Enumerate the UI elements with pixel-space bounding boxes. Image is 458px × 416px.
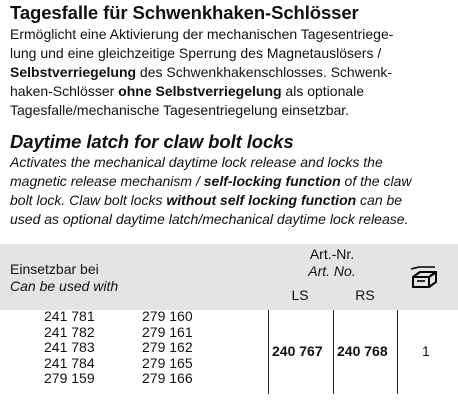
german-title: Tagesfalle für Schwenkhaken-Schlösser bbox=[10, 2, 359, 23]
english-line-2-rest: of the claw bbox=[340, 173, 412, 189]
compatible-number: 241 784 bbox=[44, 354, 95, 371]
english-bold-self-locking: self-locking function bbox=[203, 173, 341, 189]
compatible-list-1 bbox=[44, 309, 95, 387]
usable-with-label-de: Einsetzbar bei bbox=[10, 261, 99, 277]
divider-between-ls-rs bbox=[333, 310, 334, 394]
german-bold-without-self-locking: ohne Selbstverriegelung bbox=[118, 83, 282, 99]
english-line-3 bbox=[10, 191, 456, 210]
german-line-4 bbox=[10, 82, 454, 101]
compatible-number: 279 159 bbox=[44, 370, 95, 386]
package-icon bbox=[409, 265, 441, 291]
german-description bbox=[10, 25, 454, 120]
german-line-3 bbox=[10, 63, 454, 82]
compatible-number: 279 165 bbox=[142, 354, 193, 371]
german-line-3-rest: des Schwenkhakenschlosses. Schwenk- bbox=[136, 64, 393, 80]
compatible-number: 279 161 bbox=[142, 323, 193, 340]
english-line-4: used as optional daytime latch/mechanical daytime lock release. bbox=[10, 211, 409, 227]
english-line-1: Activates the mechanical daytime lock release and locks the bbox=[10, 154, 383, 170]
ls-article-number: 240 767 bbox=[272, 343, 323, 359]
divider-before-ls bbox=[268, 310, 269, 394]
compatible-number: 241 783 bbox=[44, 339, 95, 355]
english-line-3-rest: can be bbox=[356, 192, 403, 208]
compatible-list-2 bbox=[142, 309, 193, 387]
compatible-number: 279 166 bbox=[142, 370, 193, 386]
english-description bbox=[10, 153, 456, 229]
package-quantity: 1 bbox=[422, 343, 430, 359]
compatible-number: 279 160 bbox=[142, 308, 193, 324]
compatible-number: 241 782 bbox=[44, 323, 95, 340]
english-bold-without-self-locking: without self locking function bbox=[166, 192, 357, 208]
english-line-2-start: magnetic release mechanism / bbox=[10, 173, 204, 189]
english-line-3-start: bolt lock. Claw bolt locks bbox=[10, 192, 167, 208]
german-line-4-rest: als optionale bbox=[281, 83, 365, 99]
german-bold-self-locking: Selbstverriegelung bbox=[10, 64, 137, 80]
german-line-4-start: haken-Schlösser bbox=[10, 83, 119, 99]
compatible-number: 279 162 bbox=[142, 339, 193, 355]
english-line-2 bbox=[10, 172, 456, 191]
german-line-5: Tagesfalle/mechanische Tagesentriegelung einsetzbar. bbox=[10, 102, 350, 118]
article-number-label-de: Art.-Nr. bbox=[309, 246, 355, 262]
divider-before-pack bbox=[397, 310, 398, 394]
german-line-1: Ermöglicht eine Aktivierung der mechanischen Tagesentriege- bbox=[10, 26, 394, 42]
usable-with-label-en: Can be used with bbox=[10, 278, 119, 294]
column-rs-header: RS bbox=[355, 287, 375, 303]
column-ls-header: LS bbox=[291, 287, 309, 303]
article-number-label-en: Art. No. bbox=[308, 263, 356, 279]
german-line-2: lung und eine gleichzeitige Sperrung des Magnetauslösers / bbox=[10, 45, 382, 61]
compatible-number: 241 781 bbox=[44, 308, 95, 324]
english-title: Daytime latch for claw bolt locks bbox=[10, 131, 294, 152]
rs-article-number: 240 768 bbox=[337, 343, 388, 359]
